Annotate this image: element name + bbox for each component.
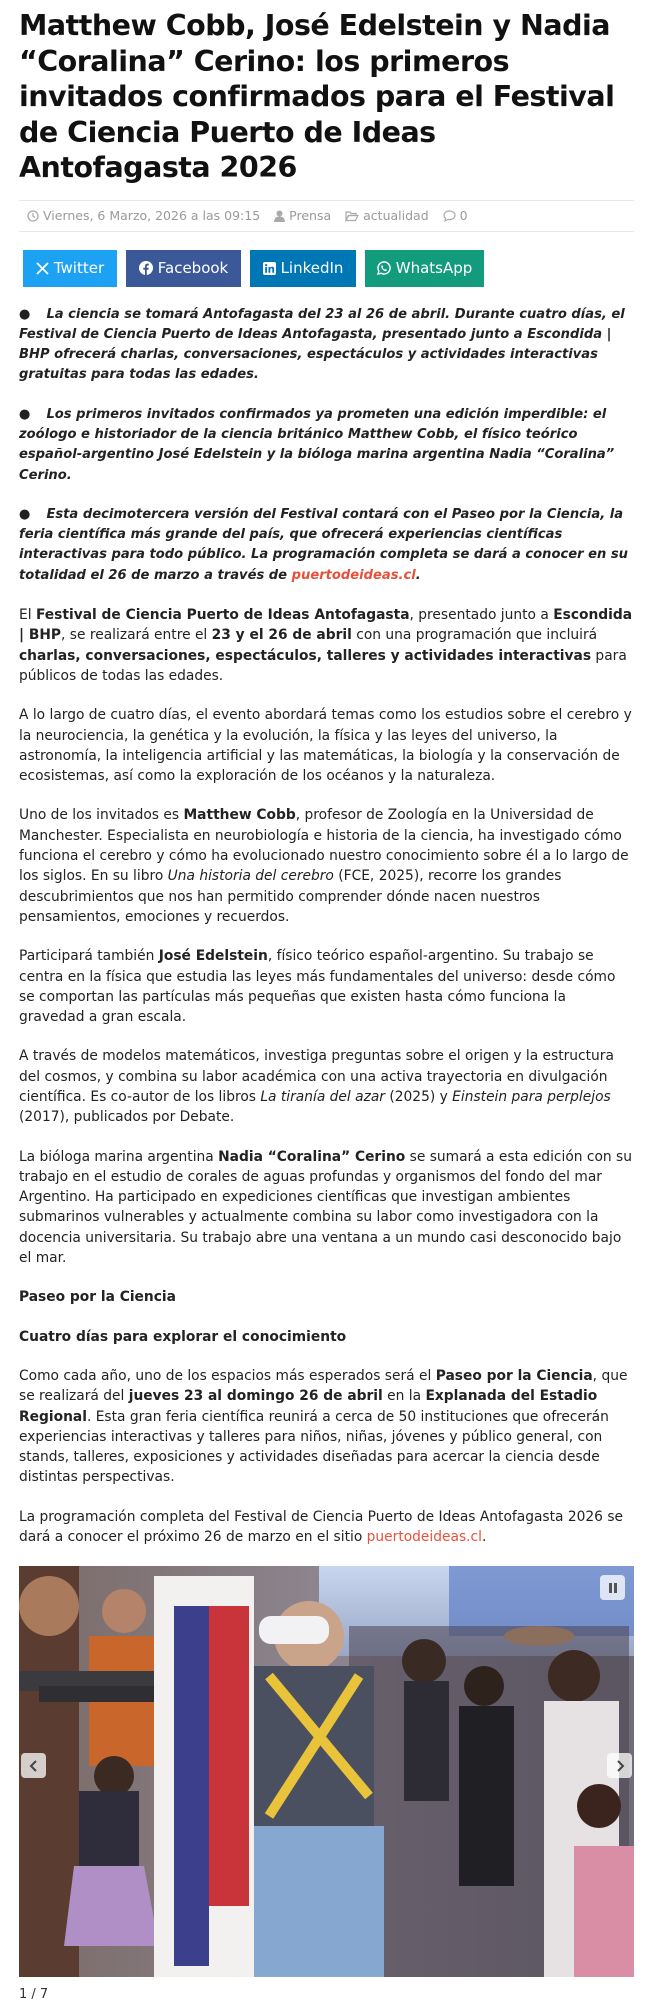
share-linkedin-button[interactable]: LinkedIn xyxy=(250,250,356,287)
facebook-icon xyxy=(139,261,153,275)
article xyxy=(19,0,634,2002)
x-twitter-icon xyxy=(36,262,49,275)
paragraph-edelstein: Participará también José Edelstein, físico teórico español-argentino. Su trabajo se centra en la física que estudia las leyes más fundamentales del universo: desde cómo se comportan las partículas más pequeñas que existen hasta cómo funciona la gravedad a gran escala. xyxy=(19,948,616,1026)
pause-button[interactable] xyxy=(600,1575,625,1600)
share-buttons xyxy=(19,250,634,287)
paragraph-intro: El Festival de Ciencia Puerto de Ideas Antofagasta, presentado junto a Escondida | BHP, se realizará entre el 23 y el 26 de abril con una programación que incluirá charlas, conversaciones, espectáculos, talleres y actividades interactivas para públicos de todas las edades. xyxy=(19,607,633,684)
paragraph-cobb: Uno de los invitados es Matthew Cobb, profesor de Zoología en la Universidad de Manchester. Especialista en neurobiología e historia de la ciencia, ha investigado cómo funciona el cerebro y cómo ha evolucionado nuestro conocimiento sobre él a lo largo de los siglos. En su libro Una historia del cerebro (FCE, 2025), recorre los grandes descubrimientos que nos han permitido comprender dónde nacen nuestros pensamientos, emociones y recuerdos. xyxy=(19,807,629,925)
whatsapp-icon xyxy=(377,261,391,275)
article-title: Matthew Cobb, José Edelstein y Nadia “Coralina” Cerino: los primeros invitados confirmados para el Festival de Ciencia Puerto de Ideas Antofagasta 2026 xyxy=(19,9,615,184)
paragraph-paseo: Como cada año, uno de los espacios más esperados será el Paseo por la Ciencia, que se realizará del jueves 23 al domingo 26 de abril en la Explanada del Estadio Regional. Esta gran feria científica reunirá a cerca de 50 instituciones que ofrecerán experiencias interactivas y talleres para niños, niñas, jóvenes y público general, con stands, talleres, exposiciones y actividades diseñadas para acercar la ciencia desde distintas perspectivas. xyxy=(19,1367,628,1486)
folder-open-icon xyxy=(345,210,359,222)
paragraph-programacion: La programación completa del Festival de Ciencia Puerto de Ideas Antofagasta 2026 se dará a conocer el próximo 26 de marzo en el sitio puertodeideas.cl. xyxy=(19,1508,624,1546)
linkedin-icon xyxy=(263,262,276,275)
article-body xyxy=(19,305,634,1548)
puertodeideas-link[interactable]: puertodeideas.cl xyxy=(366,1529,482,1546)
comment-icon xyxy=(443,210,456,222)
paragraph-edelstein-books: A través de modelos matemáticos, investiga preguntas sobre el origen y la estructura del cosmos, y combina su labor académica con una activa trayectoria en divulgación científica. Es co-autor de los libros La tiranía del azar (2025) y Einstein para perplejos (2017), publicados por Debate. xyxy=(19,1048,614,1126)
section-heading: Paseo por la Ciencia xyxy=(19,1289,176,1306)
pause-icon xyxy=(607,1582,619,1594)
share-whatsapp-button[interactable]: WhatsApp xyxy=(365,250,484,287)
share-twitter-button[interactable]: Twitter xyxy=(23,250,117,287)
gallery-prev-button[interactable] xyxy=(21,1753,46,1778)
image-gallery[interactable] xyxy=(19,1566,634,1977)
article-meta xyxy=(19,200,634,232)
meta-category[interactable]: actualidad xyxy=(345,208,429,223)
chevron-right-icon xyxy=(615,1760,625,1772)
clock-icon xyxy=(27,210,39,222)
section-subheading: Cuatro días para explorar el conocimiento xyxy=(19,1328,347,1345)
puertodeideas-link[interactable]: puertodeideas.cl xyxy=(291,567,416,583)
meta-date: Viernes, 6 Marzo, 2026 a las 09:15 xyxy=(27,208,260,223)
meta-author[interactable]: Prensa xyxy=(274,208,331,223)
share-facebook-button[interactable]: Facebook xyxy=(126,250,241,287)
meta-comments[interactable]: 0 xyxy=(443,208,468,223)
gallery-counter: 1 / 7 xyxy=(19,1987,49,2002)
highlight-bullet: ● La ciencia se tomará Antofagasta del 23 al 26 de abril. Durante cuatro días, el Festival de Ciencia Puerto de Ideas Antofagasta, presentado junto a Escondida | BHP ofrecerá charlas, conversaciones, espectáculos y actividades interactivas gratuitas para todas las edades. xyxy=(19,306,625,383)
gallery-photo xyxy=(19,1566,634,1977)
paragraph-cerino: La bióloga marina argentina Nadia “Coralina” Cerino se sumará a esta edición con su trabajo en el estudio de corales de aguas profundas y organismos del fondo del mar Argentino. Ha participado en expediciones científicas que investigan ambientes submarinos vulnerables y actualmente combina su labor como investigadora con la docencia universitaria. Su trabajo abre una ventana a un mundo casi desconocido bajo el mar. xyxy=(19,1148,632,1267)
user-icon xyxy=(274,210,285,222)
highlight-bullet: ● Esta decimotercera versión del Festival contará con el Paseo por la Ciencia, la feria científica más grande del país, que ofrecerá experiencias científicas interactivas para todo público. La programación completa se dará a conocer en su totalidad el 26 de marzo a través de puertodeideas.cl. xyxy=(19,506,628,583)
gallery-next-button[interactable] xyxy=(607,1753,632,1778)
paragraph-topics: A lo largo de cuatro días, el evento abordará temas como los estudios sobre el cerebro y la neurociencia, la genética y la evolución, la física y las leyes del universo, la astronomía, la inteligencia artificial y las matemáticas, la biología y la conservación de ecosistemas, así como la exploración de los océanos y la naturaleza. xyxy=(19,707,632,785)
chevron-left-icon xyxy=(29,1760,39,1772)
highlight-bullet: ● Los primeros invitados confirmados ya prometen una edición imperdible: el zoólogo e historiador de la ciencia británico Matthew Cobb, el físico teórico español-argentino José Edelstein y la bióloga marina argentina Nadia “Coralina” Cerino. xyxy=(19,406,615,483)
